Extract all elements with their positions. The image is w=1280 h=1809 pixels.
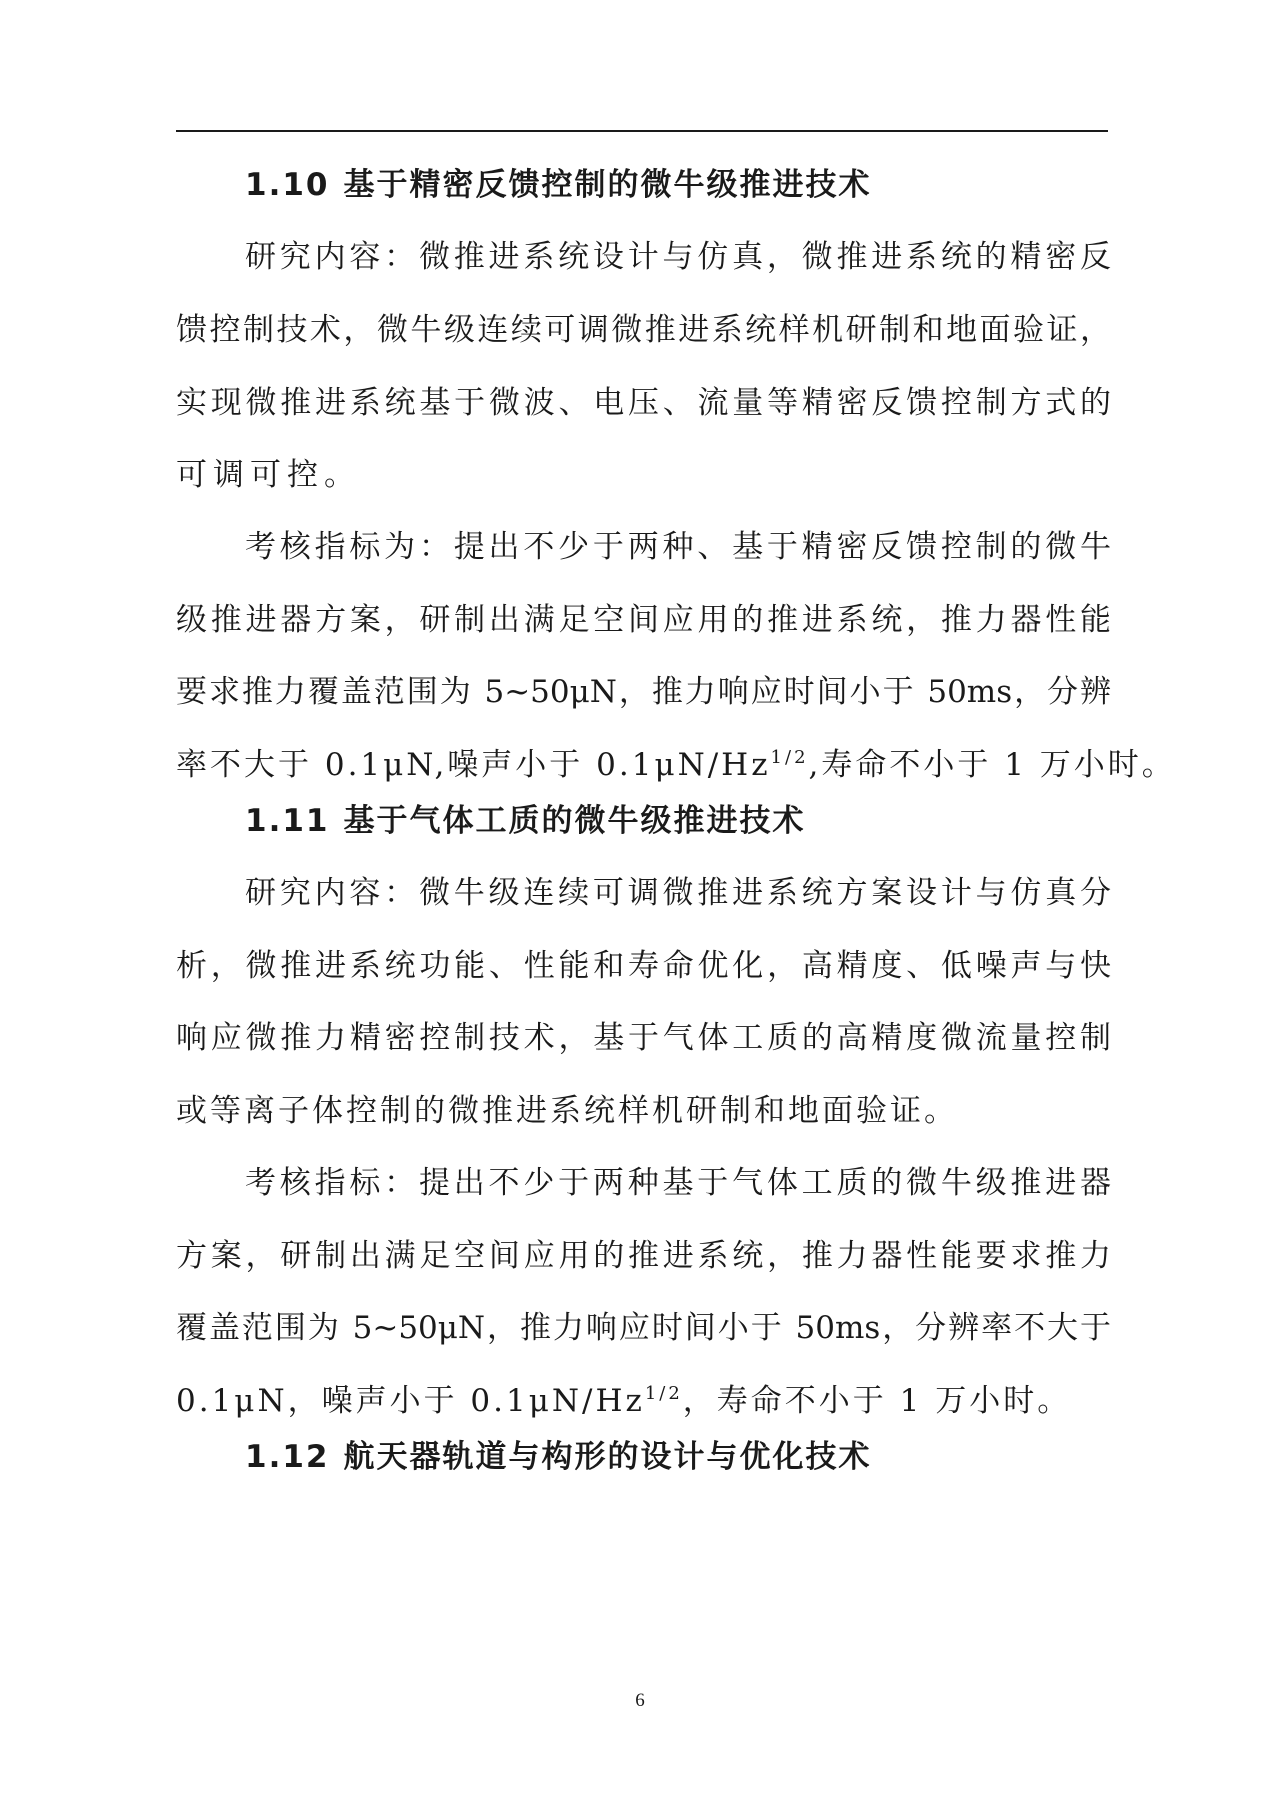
superscript: 1/2 [770,747,809,768]
line-text: ,寿命不小于 1 万小时。 [808,747,1176,783]
superscript: 1/2 [644,1383,683,1404]
section-title: 航天器轨道与构形的设计与优化技术 [343,1439,872,1475]
section-title: 基于精密反馈控制的微牛级推进技术 [343,167,872,203]
section-heading-1-11 [245,803,806,839]
paragraph-line: 研究内容：微牛级连续可调微推进系统方案设计与仿真分 [245,875,1111,911]
paragraph-line: 级推进器方案，研制出满足空间应用的推进系统，推力器性能 [176,602,1111,638]
paragraph-line: 方案，研制出满足空间应用的推进系统，推力器性能要求推力 [176,1238,1111,1274]
paragraph-line: 考核指标：提出不少于两种基于气体工质的微牛级推进器 [245,1165,1111,1201]
paragraph-line-with-superscript [176,747,1176,783]
section-number: 1.12 [245,1439,330,1475]
paragraph-line: 响应微推力精密控制技术，基于气体工质的高精度微流量控制 [176,1020,1111,1056]
line-text: 0.1μN，噪声小于 0.1μN/Hz [176,1383,645,1419]
section-heading-1-12 [245,1439,872,1475]
paragraph-line: 研究内容：微推进系统设计与仿真，微推进系统的精密反 [245,239,1111,275]
paragraph-line: 析，微推进系统功能、性能和寿命优化，高精度、低噪声与快 [176,948,1111,984]
page-number: 6 [635,1690,645,1711]
paragraph-line: 实现微推进系统基于微波、电压、流量等精密反馈控制方式的 [176,385,1111,421]
section-heading-1-10 [245,167,872,203]
paragraph-line-with-superscript [176,1383,1111,1419]
paragraph-line: 覆盖范围为 5~50μN，推力响应时间小于 50ms，分辨率不大于 [176,1310,1111,1346]
paragraph-line: 或等离子体控制的微推进系统样机研制和地面验证。 [176,1093,958,1129]
line-text: 率不大于 0.1μN,噪声小于 0.1μN/Hz [176,747,771,783]
paragraph-line: 考核指标为：提出不少于两种、基于精密反馈控制的微牛 [245,529,1111,565]
section-title: 基于气体工质的微牛级推进技术 [343,803,806,839]
section-number: 1.11 [245,803,330,839]
header-rule [176,130,1108,132]
section-number: 1.10 [245,167,330,203]
paragraph-line: 要求推力覆盖范围为 5~50μN，推力响应时间小于 50ms，分辨 [176,674,1111,710]
paragraph-line: 馈控制技术，微牛级连续可调微推进系统样机研制和地面验证， [176,312,1111,348]
line-text: ，寿命不小于 1 万小时。 [682,1383,1072,1419]
paragraph-line: 可调可控。 [176,457,361,493]
